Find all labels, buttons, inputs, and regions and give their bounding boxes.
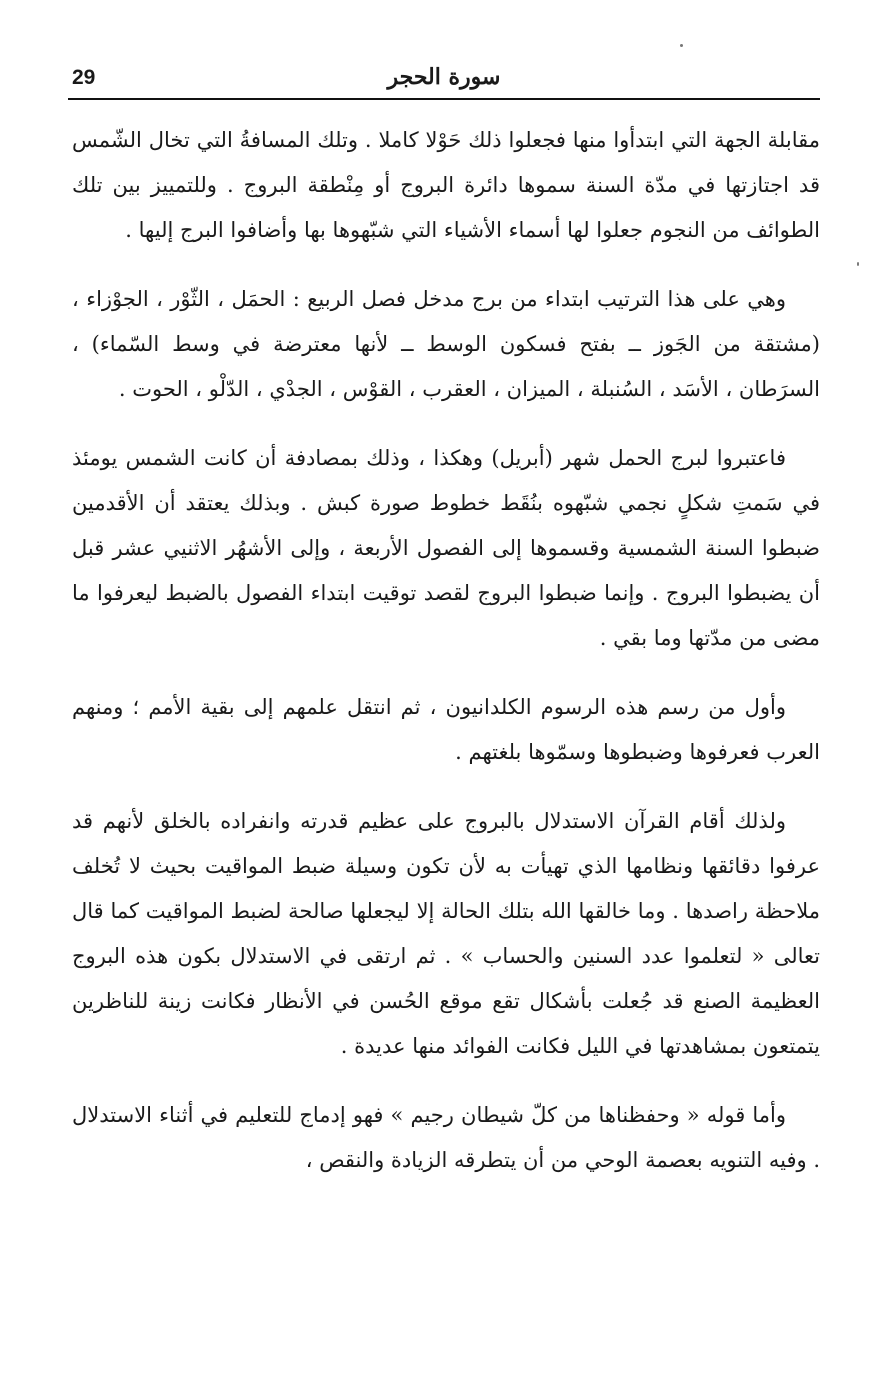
- paragraph-5: ولذلك أقام القرآن الاستدلال بالبروج على عظيم قدرته وانفراده بالخلق لأنهم قد عرفوا دقائقها ونظامها الذي تهيأت به لأن تكون وسيلة ضبط المواقيت بحيث لا تُخلف ملاحظة راصدها . وما خالقها الله بتلك الحالة إلا ليجعلها صالحة لضبط المواقيت كما قال تعالى « لتعلموا عدد السنين والحساب » . ثم ارتقى في الاستدلال بكون هذه البروج العظيمة الصنع قد جُعلت بأشكال تقع موقع الحُسن في الأنظار فكانت زينة للناظرين يتمتعون بمشاهدتها في الليل فكانت الفوائد منها عديدة .: [72, 809, 820, 1058]
- paragraph-1: مقابلة الجهة التي ابتدأوا منها فجعلوا ذلك حَوْلا كاملا . وتلك المسافةُ التي تخال الشّمس قد اجتازتها في مدّة السنة سموها دائرة البروج أو مِنْطقة البروج . وللتمييز بين تلك الطوائف من النجوم جعلوا لها أسماء الأشياء التي شبّهوها بها وأضافوا البرج إليها .: [72, 128, 820, 242]
- surah-title: سورة الحجر: [387, 64, 501, 90]
- scan-speck: [857, 262, 859, 266]
- paragraph-6: وأما قوله « وحفظناها من كلّ شيطان رجيم » فهو إدماج للتعليم في أثناء الاستدلال . وفيه التنويه بعصمة الوحي من أن يتطرقه الزيادة والنقص ،: [72, 1103, 820, 1172]
- paragraph-3: فاعتبروا لبرج الحمل شهر (أبريل) وهكذا ، وذلك بمصادفة أن كانت الشمس يومئذ في سَمتِ شكلٍ نجمي شبّهوه بنُقَط خطوط صورة كبش . وبذلك يعتقد أن الأقدمين ضبطوا السنة الشمسية وقسموها إلى الفصول الأربعة ، وإلى الأشهُر الاثنيي عشر قبل أن يضبطوا البروج . وإنما ضبطوا البروج لقصد توقيت ابتداء الفصول بالضبط ليعرفوا ما مضى من مدّتها وما بقي .: [72, 446, 820, 650]
- body-text: [72, 118, 820, 1207]
- page-number: 29: [72, 66, 96, 89]
- paragraph-4: وأول من رسم هذه الرسوم الكلدانيون ، ثم انتقل علمهم إلى بقية الأمم ؛ ومنهم العرب فعرفوها وضبطوها وسمّوها بلغتهم .: [72, 695, 820, 764]
- page-header: [68, 62, 820, 100]
- scan-speck: [680, 44, 683, 47]
- header-rule: [68, 98, 820, 100]
- paragraph-2: وهي على هذا الترتيب ابتداء من برج مدخل فصل الربيع : الحمَل ، الثّوْر ، الجوْزاء ، (مشتقة من الجَوز ــ بفتح فسكون الوسط ــ لأنها معترضة في وسط السّماء) ، السرَطان ، الأسَد ، السُنبلة ، الميزان ، العقرب ، القوْس ، الجدْي ، الدّلْو ، الحوت .: [72, 287, 820, 401]
